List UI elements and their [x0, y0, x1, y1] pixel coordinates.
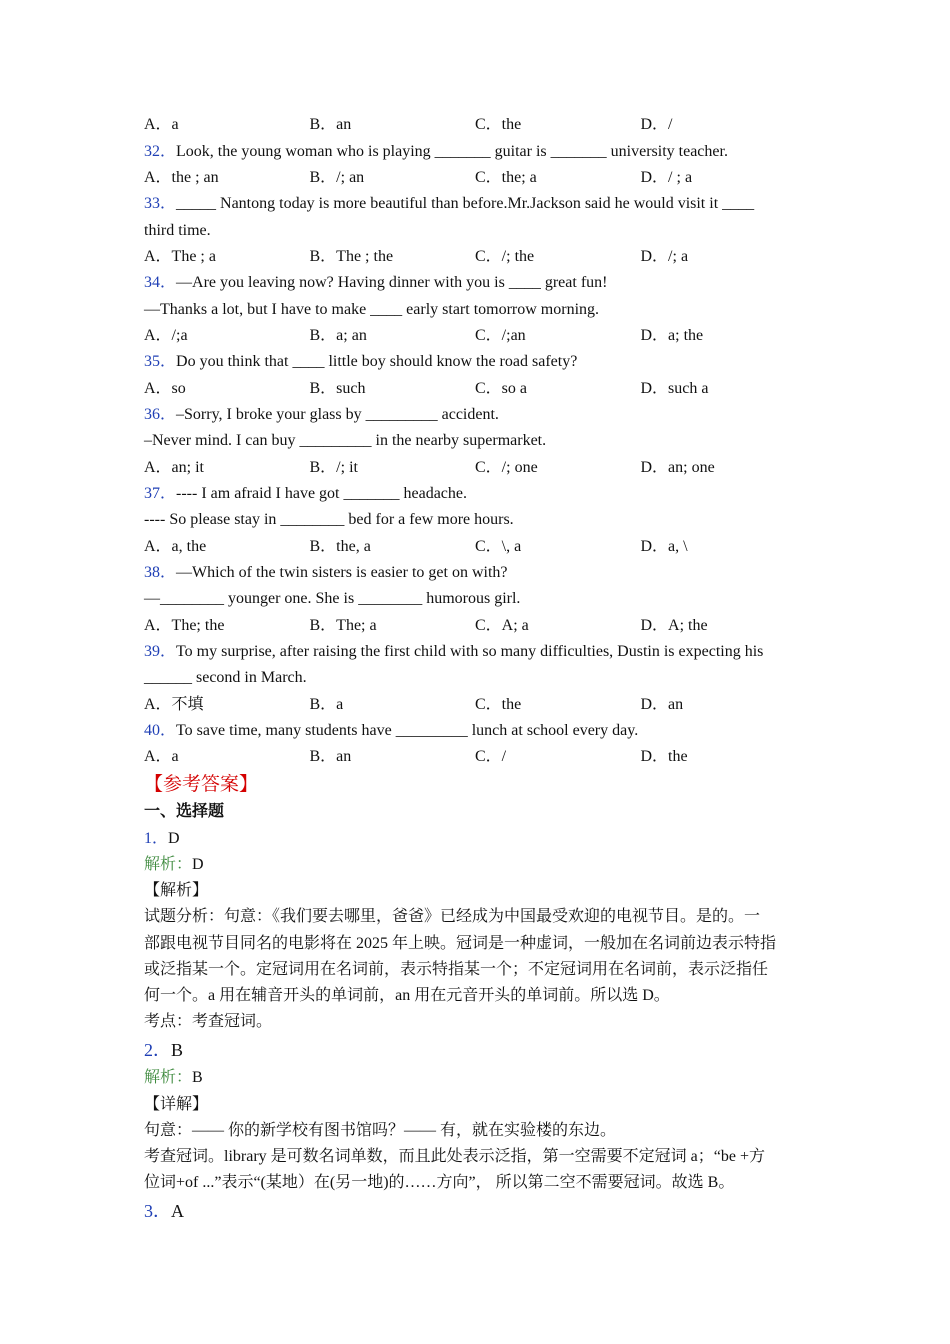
explanation-line: 考点：考查冠词。: [144, 1013, 273, 1031]
question-33: [144, 191, 812, 217]
option-b: B．a: [309, 695, 344, 713]
option-d: D．such a: [640, 379, 709, 397]
options-row-q35: [144, 376, 812, 403]
question-number: 34．: [144, 274, 177, 292]
question-32: [144, 139, 812, 165]
option-d: D．a, \: [640, 537, 688, 555]
option-b: B．The ; the: [309, 247, 394, 265]
option-a: A．The ; a: [144, 247, 216, 265]
question-text-continued: —Thanks a lot, but I have to make ____ early start tomorrow morning.: [144, 300, 600, 318]
document-page: [144, 112, 812, 1226]
options-row-q33: [144, 244, 812, 271]
answer-letter: B: [171, 1040, 184, 1061]
answer-letter: D: [168, 829, 180, 847]
question-39: [144, 639, 812, 665]
question-35: [144, 349, 812, 375]
bracket-label: 【解析】: [144, 882, 209, 900]
option-c: C．/; the: [475, 247, 535, 265]
option-c: C．A; a: [475, 616, 529, 634]
question-number: 35．: [144, 353, 177, 371]
question-number: 33．: [144, 195, 177, 213]
answer-2: [144, 1035, 812, 1065]
option-a: A．the ; an: [144, 168, 219, 186]
answer-letter: A: [171, 1201, 184, 1222]
question-34: [144, 270, 812, 296]
jiexi-value: B: [192, 1069, 203, 1087]
option-c: C．/;an: [475, 326, 526, 344]
option-a: A．a: [144, 748, 179, 766]
question-38: [144, 560, 812, 586]
option-d: D．an; one: [640, 458, 715, 476]
explanation-line: 考查冠词。library 是可数名词单数，而且此处表示泛指，第一空需要不定冠词 a；“be +方: [144, 1148, 765, 1166]
question-number: 32．: [144, 142, 177, 160]
explanation-line: 试题分析：句意：《我们要去哪里，爸爸》已经成为中国最受欢迎的电视节目。是的。一: [144, 908, 761, 926]
question-37: [144, 481, 812, 507]
option-a: A．an; it: [144, 458, 204, 476]
question-36: [144, 402, 812, 428]
question-text: _____ Nantong today is more beautiful than before.Mr.Jackson said he would visit it ____: [176, 195, 755, 213]
options-row-q40: [144, 744, 812, 771]
jiexi-line: [144, 852, 812, 878]
option-d: D．/; a: [640, 247, 689, 265]
option-b: B．such: [309, 379, 366, 397]
question-text: —Are you leaving now? Having dinner with you is ____ great fun!: [176, 274, 608, 292]
question-text: –Sorry, I broke your glass by _________ accident.: [176, 406, 499, 424]
answer-1: [144, 825, 812, 852]
options-row-q34: [144, 323, 812, 350]
option-b: B．the, a: [309, 537, 371, 555]
question-number: 39．: [144, 643, 177, 661]
jiexi-label: 解析：: [144, 1069, 193, 1087]
option-d: D．a; the: [640, 326, 704, 344]
question-text-continued: ______ second in March.: [144, 669, 307, 687]
question-text: —Which of the twin sisters is easier to get on with?: [176, 564, 508, 582]
section-heading: 一、选择题: [144, 802, 225, 820]
option-a: A．The; the: [144, 616, 225, 634]
explanation-line: 何一个。a 用在辅音开头的单词前，an 用在元音开头的单词前。所以选 D。: [144, 987, 670, 1004]
option-c: C．the: [475, 695, 522, 713]
jiexi-line: [144, 1065, 812, 1091]
answer-number: 1．: [144, 829, 169, 847]
option-c: C．the: [475, 116, 522, 133]
explanation-line: 部跟电视节目同名的电影将在 2025 年上映。冠词是一种虚词，一般加在名词前边表示特指: [144, 934, 777, 952]
option-d: D．an: [640, 695, 684, 713]
question-number: 38．: [144, 564, 177, 582]
option-b: B．/; an: [309, 168, 365, 186]
explanation-line: 句意：—— 你的新学校有图书馆吗？—— 有，就在实验楼的东边。: [144, 1121, 617, 1139]
options-row-q37: [144, 534, 812, 561]
option-b: B．an: [309, 748, 352, 766]
options-row-q38: [144, 613, 812, 640]
option-d: D．/ ; a: [640, 168, 693, 186]
question-text-continued: ---- So please stay in ________ bed for a few more hours.: [144, 511, 514, 529]
answer-number: 3．: [144, 1201, 171, 1222]
answer-number: 2．: [144, 1040, 171, 1061]
jiexi-label: 解析：: [144, 855, 193, 873]
explanation-line: 位词+of ...”表示“(某地）在(另一地)的……方向”， 所以第二空不需要冠词。故选 B。: [144, 1174, 735, 1192]
question-text: ---- I am afraid I have got _______ headache.: [176, 485, 467, 503]
question-text-continued: —________ younger one. She is ________ humorous girl.: [144, 590, 521, 608]
option-c: C．\, a: [475, 537, 522, 555]
question-text-continued: third time.: [144, 221, 211, 239]
option-b: B．an: [309, 116, 352, 133]
option-a: A．a, the: [144, 537, 207, 555]
question-text: Look, the young woman who is playing _______ guitar is _______ university teacher.: [176, 142, 728, 160]
options-row-q36: [144, 455, 812, 482]
explanation-line: 或泛指某一个。定冠词用在名词前，表示特指某一个；不定冠词用在名词前，表示泛指任: [144, 960, 769, 978]
option-d: D．A; the: [640, 616, 708, 634]
bracket-label: 【详解】: [144, 1095, 209, 1113]
answer-3: [144, 1196, 812, 1226]
question-text: To save time, many students have _________ lunch at school every day.: [176, 722, 639, 740]
question-number: 40．: [144, 722, 177, 740]
jiexi-value: D: [192, 855, 204, 873]
answer-key-heading: 【参考答案】: [144, 773, 259, 795]
option-c: C．/; one: [475, 458, 538, 476]
question-text: To my surprise, after raising the first child with so many difficulties, Dustin is expecting his: [176, 643, 764, 661]
option-b: B．The; a: [309, 616, 377, 634]
question-number: 36．: [144, 406, 177, 424]
option-c: C．/: [475, 748, 507, 766]
question-number: 37．: [144, 485, 177, 503]
options-row-q32: [144, 165, 812, 192]
option-d: D．/: [640, 116, 673, 133]
option-a: A．so: [144, 379, 186, 397]
option-b: B．a; an: [309, 326, 367, 344]
option-a: A．a: [144, 116, 179, 133]
option-d: D．the: [640, 748, 688, 766]
question-text-continued: –Never mind. I can buy _________ in the nearby supermarket.: [144, 432, 547, 450]
option-c: C．so a: [475, 379, 528, 397]
options-row-q39: [144, 692, 812, 719]
option-a: A．不填: [144, 695, 204, 713]
question-text: Do you think that ____ little boy should know the road safety?: [176, 353, 578, 371]
question-40: [144, 718, 812, 744]
option-b: B．/; it: [309, 458, 358, 476]
option-a: A．/;a: [144, 326, 188, 344]
options-row-q31: [144, 112, 812, 139]
option-c: C．the; a: [475, 168, 537, 186]
